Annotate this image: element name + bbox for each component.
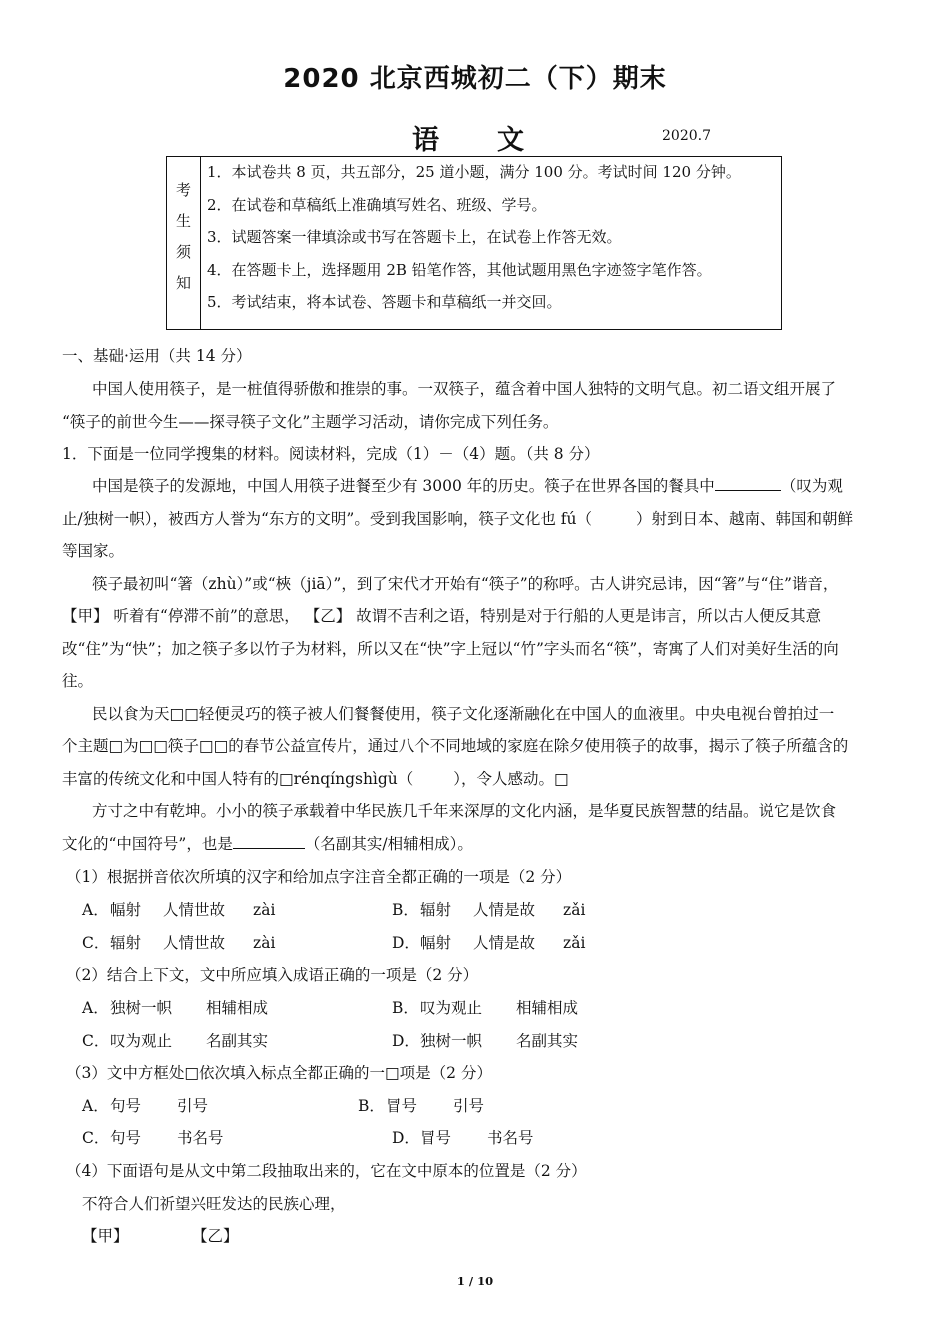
option-a[interactable]: A．幅射 人情世故 zài bbox=[82, 901, 276, 919]
subject-title bbox=[412, 118, 524, 157]
notice-item: 4．在答题卡上，选择题用 2B 铅笔作答，其他试题用黑色字迹签字笔作答。 bbox=[207, 260, 712, 279]
notice-label: 考 生 须 知 bbox=[167, 157, 201, 329]
passage-line: 止/独树一帜），被西方人誉为“东方的文明”。受到我国影响，筷子文化也 fú（ ）射到日本、越南、韩国和朝鲜 bbox=[62, 510, 853, 528]
passage-line: 民以食为天□□轻便灵巧的筷子被人们餐餐使用，筷子文化逐渐融化在中国人的血液里。中央电视台曾拍过一 bbox=[92, 705, 835, 723]
answer-blank bbox=[715, 476, 781, 491]
option-c[interactable]: C．辐射 人情世故 zài bbox=[82, 934, 276, 952]
option-c[interactable]: C．句号 书名号 bbox=[82, 1129, 224, 1147]
subquestion-1-stem: （1）根据拼音依次所填的汉字和给加点字注音全都正确的一项是（2 分） bbox=[66, 868, 572, 886]
passage-line: 个主题□为□□筷子□□的春节公益宣传片，通过八个不同地域的家庭在除夕使用筷子的故事，揭示了筷子所蕴含的 bbox=[62, 737, 849, 755]
notice-item: 1．本试卷共 8 页，共五部分，25 道小题，满分 100 分。考试时间 120 分钟。 bbox=[207, 163, 741, 181]
passage-line: 往。 bbox=[62, 672, 94, 690]
notice-item: 3．试题答案一律填涂或书写在答题卡上，在试卷上作答无效。 bbox=[207, 228, 622, 246]
option-b[interactable]: B．冒号 引号 bbox=[358, 1097, 485, 1115]
passage-line: 改“住”为“快”；加之筷子多以竹子为材料，所以又在“快”字上冠以“竹”字头而名“筷”，寄寓了人们对美好生活的向 bbox=[62, 640, 839, 658]
exam-date: 2020.7 bbox=[662, 128, 711, 144]
subquestion-3-stem: （3）文中方框处□依次填入标点全都正确的一□项是（2 分） bbox=[66, 1064, 492, 1082]
notice-items bbox=[201, 157, 741, 329]
option-b[interactable]: B．辐射 人情是故 zǎi bbox=[392, 901, 586, 919]
option-d[interactable]: D．幅射 人情是故 zǎi bbox=[392, 934, 586, 952]
intro-line: 中国人使用筷子，是一桩值得骄傲和推崇的事。一双筷子，蕴含着中国人独特的文明气息。初二语文组开展了 bbox=[92, 380, 837, 398]
candidate-notice-box bbox=[166, 156, 782, 330]
passage-line: 等国家。 bbox=[62, 542, 125, 560]
intro-line: “筷子的前世今生——探寻筷子文化”主题学习活动，请你完成下列任务。 bbox=[62, 413, 559, 431]
notice-item: 2．在试卷和草稿纸上准确填写姓名、班级、学号。 bbox=[207, 195, 547, 214]
page-title: 2020 北京西城初二（下）期末 bbox=[283, 64, 667, 94]
passage-line: 丰富的传统文化和中国人特有的□rénqíngshìgù（ ），令人感动。□ bbox=[62, 770, 569, 788]
option-a[interactable]: A．独树一帜 相辅相成 bbox=[82, 999, 269, 1017]
passage-line: 方寸之中有乾坤。小小的筷子承载着中华民族几千年来深厚的文化内涵，是华夏民族智慧的结晶。说它是饮食 bbox=[92, 802, 837, 820]
option-a[interactable]: A．句号 引号 bbox=[82, 1097, 209, 1115]
option-d[interactable]: D．冒号 书名号 bbox=[392, 1129, 534, 1147]
question-1-stem: 1．下面是一位同学搜集的材料。阅读材料，完成（1）－（4）题。（共 8 分） bbox=[62, 445, 600, 463]
passage-line: 中国是筷子的发源地，中国人用筷子进餐至少有 3000 年的历史。筷子在世界各国的餐具中 （叹为观 bbox=[92, 477, 843, 495]
option-c[interactable]: C．叹为观止 名副其实 bbox=[82, 1032, 269, 1050]
passage-line: 筷子最初叫“箸（zhù）”或“梜（jiā）”，到了宋代才开始有“筷子”的称呼。古人讲究忌讳，因“箸”与“住”谐音， bbox=[92, 575, 839, 593]
section-heading: 一、基础·运用（共 14 分） bbox=[62, 347, 252, 365]
subquestion-2-stem: （2）结合上下文，文中所应填入成语正确的一项是（2 分） bbox=[66, 966, 479, 984]
choice-jia[interactable]: 【甲】 bbox=[82, 1227, 129, 1245]
subquestion-4-stem: （4）下面语句是从文中第二段抽取出来的，它在文中原本的位置是（2 分） bbox=[66, 1162, 587, 1180]
subject-char-2: 文 bbox=[497, 125, 524, 156]
option-b[interactable]: B．叹为观止 相辅相成 bbox=[392, 999, 579, 1017]
answer-blank bbox=[233, 834, 305, 849]
option-d[interactable]: D．独树一帜 名副其实 bbox=[392, 1032, 579, 1050]
subject-char-1: 语 bbox=[412, 125, 439, 156]
passage-line: 文化的“中国符号”，也是 （名副其实/相辅相成）。 bbox=[62, 835, 473, 853]
passage-line: 【甲】 听着有“停滞不前”的意思， 【乙】 故谓不吉利之语，特别是对于行船的人更是讳言，所以古人便反其意 bbox=[62, 607, 822, 625]
page-number: 1 / 10 bbox=[456, 1274, 494, 1288]
choice-yi[interactable]: 【乙】 bbox=[192, 1227, 239, 1245]
notice-item: 5．考试结束，将本试卷、答题卡和草稿纸一并交回。 bbox=[207, 293, 562, 311]
extracted-sentence: 不符合人们祈望兴旺发达的民族心理， bbox=[82, 1195, 346, 1213]
